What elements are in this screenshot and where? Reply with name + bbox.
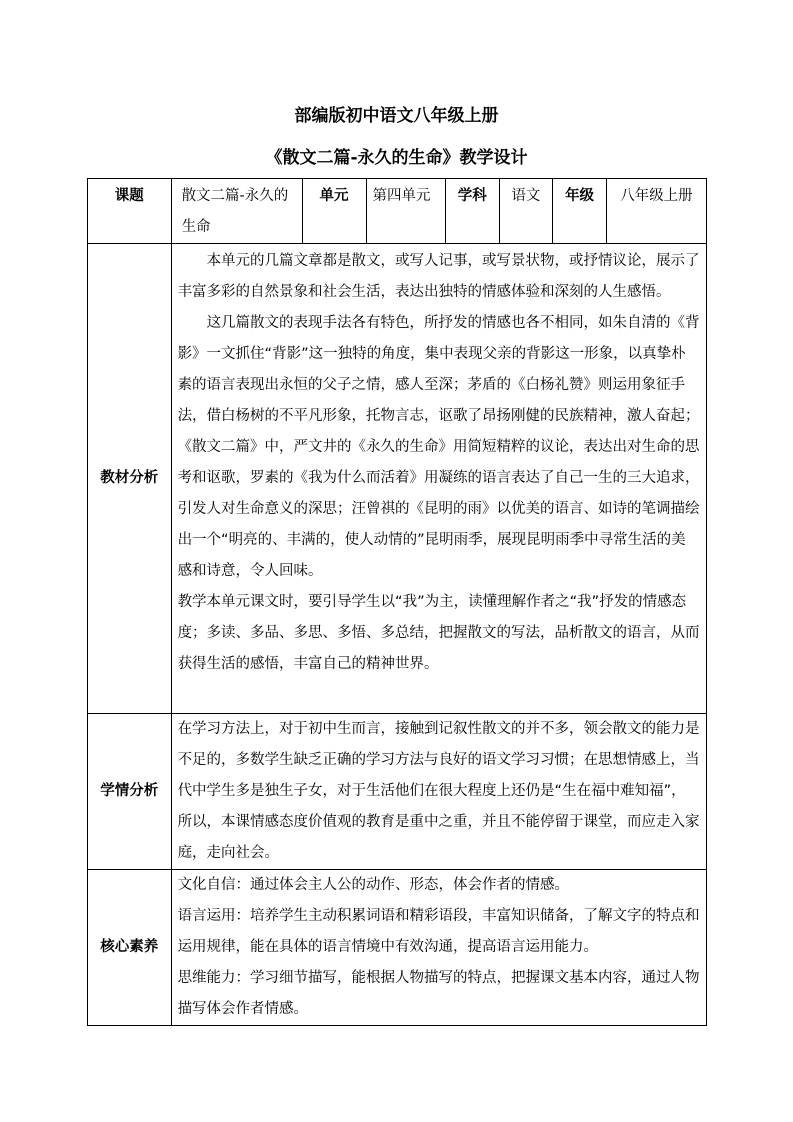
literacy-item: 思维能力：学习细节描写，能根据人物描写的特点，把握课文基本内容，通过人物描写体会作者情感。 (177, 970, 700, 1017)
student-analysis-text: 在学习方法上，对于初中生而言，接触到记叙性散文的并不多，领会散文的能力是不足的，多数学生缺乏正确的学习方法与良好的语文学习习惯；在思想情感上，当代中学生多是独生子女，对于生活他们在很大程度上还仍是“生在福中难知福”，所以，本课情感态度价值观的教育是重中之重，并且不能停留于课堂，而应走入家庭，走向社会。 (177, 721, 700, 861)
topic-label: 课题 (88, 179, 172, 244)
unit-label: 单元 (302, 179, 366, 244)
grade-value: 八年级上册 (606, 179, 706, 244)
textbook-analysis-label: 教材分析 (88, 244, 172, 714)
literacy-item: 语言运用：培养学生主动积累词语和精彩语段，丰富知识储备，了解文字的特点和运用规律，能在具体的语言情境中有效沟通，提高语言运用能力。 (177, 908, 700, 955)
textbook-analysis-row (88, 244, 707, 714)
core-literacy-label: 核心素养 (88, 870, 172, 1026)
textbook-paragraph: 本单元的几篇文章都是散文，或写人记事，或写景状物，或抒情议论，展示了丰富多彩的自然景象和社会生活，表达出独特的情感体验和深刻的人生感悟。 (177, 253, 700, 300)
textbook-paragraph: 教学本单元课文时，要引导学生以“我”为主，读懂理解作者之“我”抒发的情感态度；多读、多品、多思、多悟、多总结，把握散文的写法，品析散文的语言，从而获得生活的感悟，丰富自己的精神世界。 (177, 594, 700, 672)
literacy-item: 文化自信：通过体会主人公的动作、形态，体会作者的情感。 (177, 877, 570, 893)
core-literacy-content (171, 870, 706, 1026)
core-literacy-row (88, 870, 707, 1026)
topic-value: 散文二篇-永久的生命 (171, 179, 302, 244)
lesson-design-table (87, 178, 707, 1026)
subject-label: 学科 (445, 179, 499, 244)
document-title: 部编版初中语文八年级上册 (294, 106, 499, 126)
unit-value: 第四单元 (366, 179, 445, 244)
student-analysis-content (171, 714, 706, 870)
textbook-analysis-content (171, 244, 706, 714)
student-analysis-row (88, 714, 707, 870)
subject-value: 语文 (499, 179, 553, 244)
document-subtitle: 《散文二篇-永久的生命》教学设计 (265, 148, 528, 168)
textbook-paragraph: 这几篇散文的表现手法各有特色，所抒发的情感也各不相同，如朱自清的《背影》一文抓住“背影”这一独特的角度，集中表现父亲的背影这一形象，以真挚朴素的语言表现出永恒的父子之情，感人至深；茅盾的《白杨礼赞》则运用象征手法，借白杨树的不平凡形象，托物言志，讴歌了昂扬刚健的民族精神，激人奋起；《散文二篇》中，严文井的《永久的生命》用简短精粹的议论，表达出对生命的思考和讴歌，罗素的《我为什么而活着》用凝练的语言表达了自己一生的三大追求，引发人对生命意义的深思；汪曾祺的《昆明的雨》以优美的语言、如诗的笔调描绘出一个“明亮的、丰满的，使人动情的”昆明雨季，展现昆明雨季中寻常生活的美感和诗意，令人回味。 (177, 315, 700, 579)
header-row (88, 179, 707, 244)
student-analysis-label: 学情分析 (88, 714, 172, 870)
grade-label: 年级 (553, 179, 607, 244)
